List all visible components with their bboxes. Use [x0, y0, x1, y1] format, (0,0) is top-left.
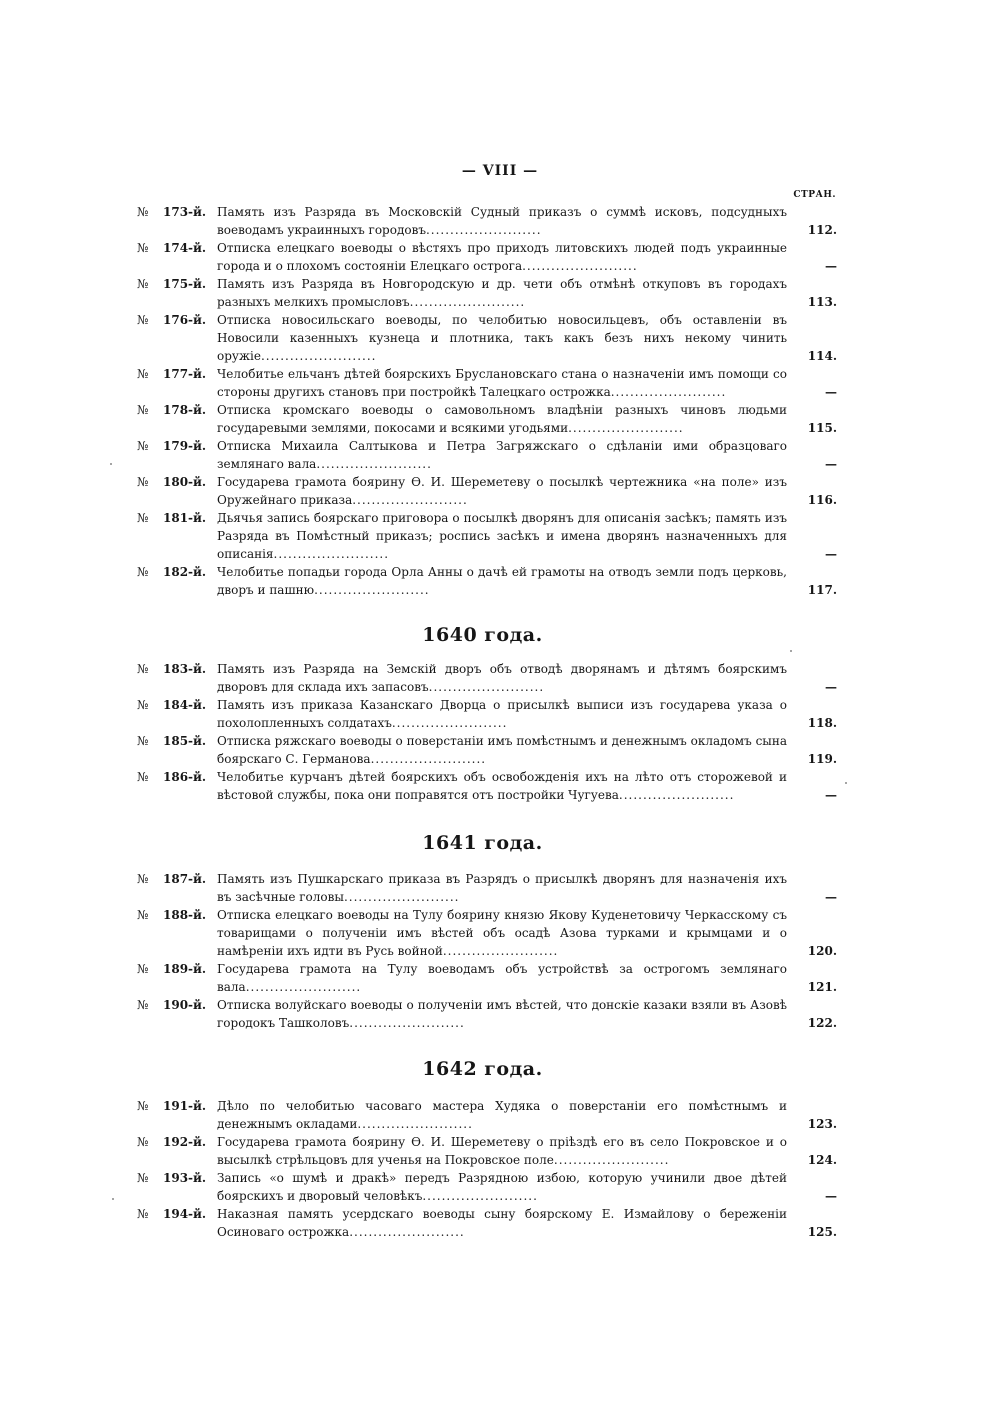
number-sign: №	[137, 439, 149, 453]
leader-dots: ........................	[273, 547, 390, 561]
leader-dots: ........................	[618, 788, 735, 802]
number-sign: №	[137, 770, 149, 784]
toc-entry	[137, 203, 837, 239]
entry-text-block	[217, 906, 787, 960]
section-title-1641: 1641 года.	[422, 832, 543, 854]
number-sign: №	[137, 698, 149, 712]
leader-dots: ........................	[428, 680, 545, 694]
scan-speck	[845, 782, 847, 784]
entry-text: Память изъ Разряда въ Московскій Судный приказъ о суммѣ исковъ, подсудныхъ воеводамъ украинныхъ городовъ	[217, 205, 787, 237]
number-sign: №	[137, 565, 149, 579]
page-reference: —	[825, 680, 837, 694]
toc-entry	[137, 275, 837, 311]
entry-text: Отписка ряжскаго воеводы о поверстаніи имъ помѣстнымъ и денежнымъ окладомъ сына боярскаго С. Германова	[217, 734, 787, 766]
entry-text-block	[217, 660, 787, 696]
section-1641-entries	[137, 870, 837, 1032]
page-reference: 117.	[807, 583, 837, 597]
leader-dots: ........................	[349, 1016, 465, 1030]
number-sign: №	[137, 998, 149, 1012]
toc-entry	[137, 768, 837, 804]
scan-speck	[110, 463, 112, 465]
page-reference: 112.	[807, 223, 837, 237]
leader-dots: ........................	[391, 716, 508, 730]
toc-entry	[137, 960, 837, 996]
number-sign: №	[137, 908, 149, 922]
toc-entry	[137, 239, 837, 275]
entry-number: 183-й.	[163, 662, 207, 676]
entry-number: 177-й.	[163, 367, 207, 381]
entry-text: Память изъ Пушкарскаго приказа въ Разрядъ о присылкѣ дворянъ для назначенія ихъ въ засѣчные головы	[217, 872, 787, 904]
scan-speck	[112, 1198, 114, 1200]
leader-dots: ........................	[245, 980, 362, 994]
entry-text: Память изъ приказа Казанскаго Дворца о присылкѣ выписи изъ государева указа о похолопленныхъ солдатахъ	[217, 698, 787, 730]
entry-text-block	[217, 1097, 787, 1133]
leader-dots: ........................	[370, 752, 487, 766]
entry-number: 181-й.	[163, 511, 207, 525]
number-sign: №	[137, 205, 149, 219]
page-reference: 123.	[807, 1117, 837, 1131]
entry-number: 174-й.	[163, 241, 207, 255]
entry-number: 188-й.	[163, 908, 207, 922]
toc-entry	[137, 1205, 837, 1241]
toc-entry	[137, 732, 837, 768]
number-sign: №	[137, 1135, 149, 1149]
page-reference: —	[825, 1189, 837, 1203]
number-sign: №	[137, 313, 149, 327]
entry-text-block	[217, 1205, 787, 1241]
leader-dots: ........................	[352, 493, 468, 507]
entry-text: Память изъ Разряда на Земскій дворъ объ отводѣ дворянамъ и дѣтямъ боярскимъ дворовъ для склада ихъ запасовъ	[217, 662, 787, 694]
page-reference: 118.	[807, 716, 837, 730]
number-sign: №	[137, 734, 149, 748]
entry-text: Челобитье курчанъ дѣтей боярскихъ объ освобожденія ихъ на лѣто отъ сторожевой и вѣстовой службы, пока они поправятся отъ постройки Чугуева	[217, 770, 787, 802]
entry-text-block	[217, 311, 787, 365]
page-reference: 125.	[807, 1225, 837, 1239]
leader-dots: ........................	[316, 457, 432, 471]
entry-number: 190-й.	[163, 998, 207, 1012]
entry-text-block	[217, 203, 787, 239]
entry-number: 185-й.	[163, 734, 207, 748]
leader-dots: ........................	[422, 1189, 538, 1203]
page-reference: 121.	[807, 980, 837, 994]
entry-text: Отписка волуйскаго воеводы о полученіи имъ вѣстей, что донскіе казаки взяли въ Азовѣ городокъ Ташколовъ	[217, 998, 787, 1030]
number-sign: №	[137, 1171, 149, 1185]
toc-entry	[137, 996, 837, 1032]
entry-text-block	[217, 509, 787, 563]
entry-number: 186-й.	[163, 770, 207, 784]
entry-text-block	[217, 275, 787, 311]
page-reference: —	[825, 385, 837, 399]
leader-dots: ........................	[409, 295, 526, 309]
leader-dots: ........................	[568, 421, 684, 435]
toc-entry	[137, 1097, 837, 1133]
page-reference: —	[825, 547, 837, 561]
leader-dots: ........................	[425, 223, 542, 237]
section-1640-entries	[137, 660, 837, 804]
entry-text: Отписка Михаила Салтыкова и Петра Загряжскаго о сдѣланіи ими образцоваго землянаго вала	[217, 439, 787, 471]
toc-entry	[137, 1133, 837, 1169]
toc-entry	[137, 437, 837, 473]
entry-text-block	[217, 960, 787, 996]
entry-text-block	[217, 401, 787, 437]
entry-text: Челобитье ельчанъ дѣтей боярскихъ Бруслановскаго стана о назначеніи имъ помощи со стороны другихъ становъ при постройкѣ Талецкаго острожка	[217, 367, 787, 399]
toc-entry	[137, 365, 837, 401]
page-reference: —	[825, 890, 837, 904]
toc-entry	[137, 311, 837, 365]
number-sign: №	[137, 277, 149, 291]
number-sign: №	[137, 511, 149, 525]
leader-dots: ........................	[260, 349, 377, 363]
entry-text: Челобитье попадьи города Орла Анны о дачѣ ей грамоты на отводъ земли подъ церковь, дворъ и пашню	[217, 565, 787, 597]
toc-entry	[137, 1169, 837, 1205]
page-reference: —	[825, 259, 837, 273]
entry-number: 182-й.	[163, 565, 207, 579]
toc-entry	[137, 870, 837, 906]
entry-text: Отписка елецкаго воеводы на Тулу боярину князю Якову Куденетовичу Черкасскому съ товарищами о полученіи имъ вѣстей объ осадѣ Азова турками и крымцами и о намѣреніи ихъ идти въ Русь войной	[217, 908, 787, 958]
number-sign: №	[137, 1207, 149, 1221]
entry-text-block	[217, 365, 787, 401]
entry-number: 176-й.	[163, 313, 207, 327]
toc-entry	[137, 401, 837, 437]
entry-text-block	[217, 1169, 787, 1205]
section-1642-entries	[137, 1097, 837, 1241]
entry-text-block	[217, 563, 787, 599]
number-sign: №	[137, 962, 149, 976]
leader-dots: ........................	[610, 385, 727, 399]
toc-entry	[137, 906, 837, 960]
entry-text: Отписка елецкаго воеводы о вѣстяхъ про приходъ литовскихъ людей подъ украинные города и о плохомъ состояніи Елецкаго острога	[217, 241, 787, 273]
entry-text: Отписка новосильскаго воеводы, по челобитью новосильцевъ, объ оставленіи въ Новосили казенныхъ кузнеца и плотника, такъ какъ безъ нихъ некому чинить оружіе	[217, 313, 787, 363]
page-reference: 124.	[807, 1153, 837, 1167]
toc-entry	[137, 696, 837, 732]
page-reference: 120.	[807, 944, 837, 958]
scan-speck	[790, 650, 792, 652]
entry-text: Запись «о шумѣ и дракѣ» передъ Разрядною избою, которую учинили двое дѣтей боярскихъ и дворовый человѣкъ	[217, 1171, 787, 1203]
entry-text-block	[217, 473, 787, 509]
section-1639-entries	[137, 203, 837, 599]
section-title-1642: 1642 года.	[422, 1058, 543, 1080]
entry-number: 178-й.	[163, 403, 207, 417]
number-sign: №	[137, 367, 149, 381]
entry-text: Государева грамота боярину Ѳ. И. Шереметеву о посылкѣ чертежника «на поле» изъ Оружейнаго приказа	[217, 475, 787, 507]
page-reference: 119.	[807, 752, 837, 766]
number-sign: №	[137, 475, 149, 489]
leader-dots: ........................	[343, 890, 460, 904]
leader-dots: ........................	[522, 259, 638, 273]
page-reference: 115.	[807, 421, 837, 435]
entry-number: 193-й.	[163, 1171, 207, 1185]
entry-number: 175-й.	[163, 277, 207, 291]
entry-text-block	[217, 437, 787, 473]
toc-entry	[137, 509, 837, 563]
number-sign: №	[137, 241, 149, 255]
page-column-header: СТРАН.	[793, 190, 836, 200]
page-reference: —	[825, 788, 837, 802]
entry-number: 192-й.	[163, 1135, 207, 1149]
entry-number: 191-й.	[163, 1099, 207, 1113]
entry-text: Память изъ Разряда въ Новгородскую и др. чети объ отмѣнѣ откуповъ въ городахъ разныхъ мелкихъ промысловъ	[217, 277, 787, 309]
entry-text-block	[217, 996, 787, 1032]
entry-text-block	[217, 732, 787, 768]
toc-entry	[137, 563, 837, 599]
entry-text-block	[217, 239, 787, 275]
page-reference: 114.	[807, 349, 837, 363]
entry-text-block	[217, 870, 787, 906]
page-reference: —	[825, 457, 837, 471]
entry-text: Наказная память усердскаго воеводы сыну боярскому Е. Измайлову о береженіи Осиноваго острожка	[217, 1207, 787, 1239]
entry-text-block	[217, 696, 787, 732]
entry-number: 189-й.	[163, 962, 207, 976]
entry-number: 173-й.	[163, 205, 207, 219]
entry-number: 180-й.	[163, 475, 207, 489]
toc-entry	[137, 660, 837, 696]
toc-entry	[137, 473, 837, 509]
entry-number: 179-й.	[163, 439, 207, 453]
entry-text: Дьячья запись боярскаго приговора о посылкѣ дворянъ для описанія засѣкъ; память изъ Разряда въ Помѣстный приказъ; роспись засѣкъ и имена дворянъ назначенныхъ для описанія	[217, 511, 787, 561]
entry-text: Государева грамота боярину Ѳ. И. Шереметеву о пріѣздѣ его въ село Покровское и о высылкѣ стрѣльцовъ для ученья на Покровское поле	[217, 1135, 787, 1167]
page-reference: 113.	[807, 295, 837, 309]
entry-text-block	[217, 768, 787, 804]
number-sign: №	[137, 662, 149, 676]
entry-number: 187-й.	[163, 872, 207, 886]
number-sign: №	[137, 872, 149, 886]
entry-text: Государева грамота на Тулу воеводамъ объ устройствѣ за острогомъ землянаго вала	[217, 962, 787, 994]
leader-dots: ........................	[349, 1225, 465, 1239]
entry-text-block	[217, 1133, 787, 1169]
leader-dots: ........................	[314, 583, 430, 597]
number-sign: №	[137, 403, 149, 417]
number-sign: №	[137, 1099, 149, 1113]
leader-dots: ........................	[357, 1117, 473, 1131]
section-title-1640: 1640 года.	[422, 624, 543, 646]
page-reference: 122.	[807, 1016, 837, 1030]
leader-dots: ........................	[442, 944, 559, 958]
entry-text: Дѣло по челобитью часоваго мастера Худяка о поверстаніи его помѣстнымъ и денежнымъ окладами	[217, 1099, 787, 1131]
leader-dots: ........................	[553, 1153, 670, 1167]
page-reference: 116.	[807, 493, 837, 507]
entry-number: 194-й.	[163, 1207, 207, 1221]
entry-text: Отписка кромскаго воеводы о самовольномъ владѣніи разныхъ чиновъ людьми государевыми землями, покосами и всякими угодьями	[217, 403, 787, 435]
page-number: — VIII —	[461, 163, 539, 179]
entry-number: 184-й.	[163, 698, 207, 712]
